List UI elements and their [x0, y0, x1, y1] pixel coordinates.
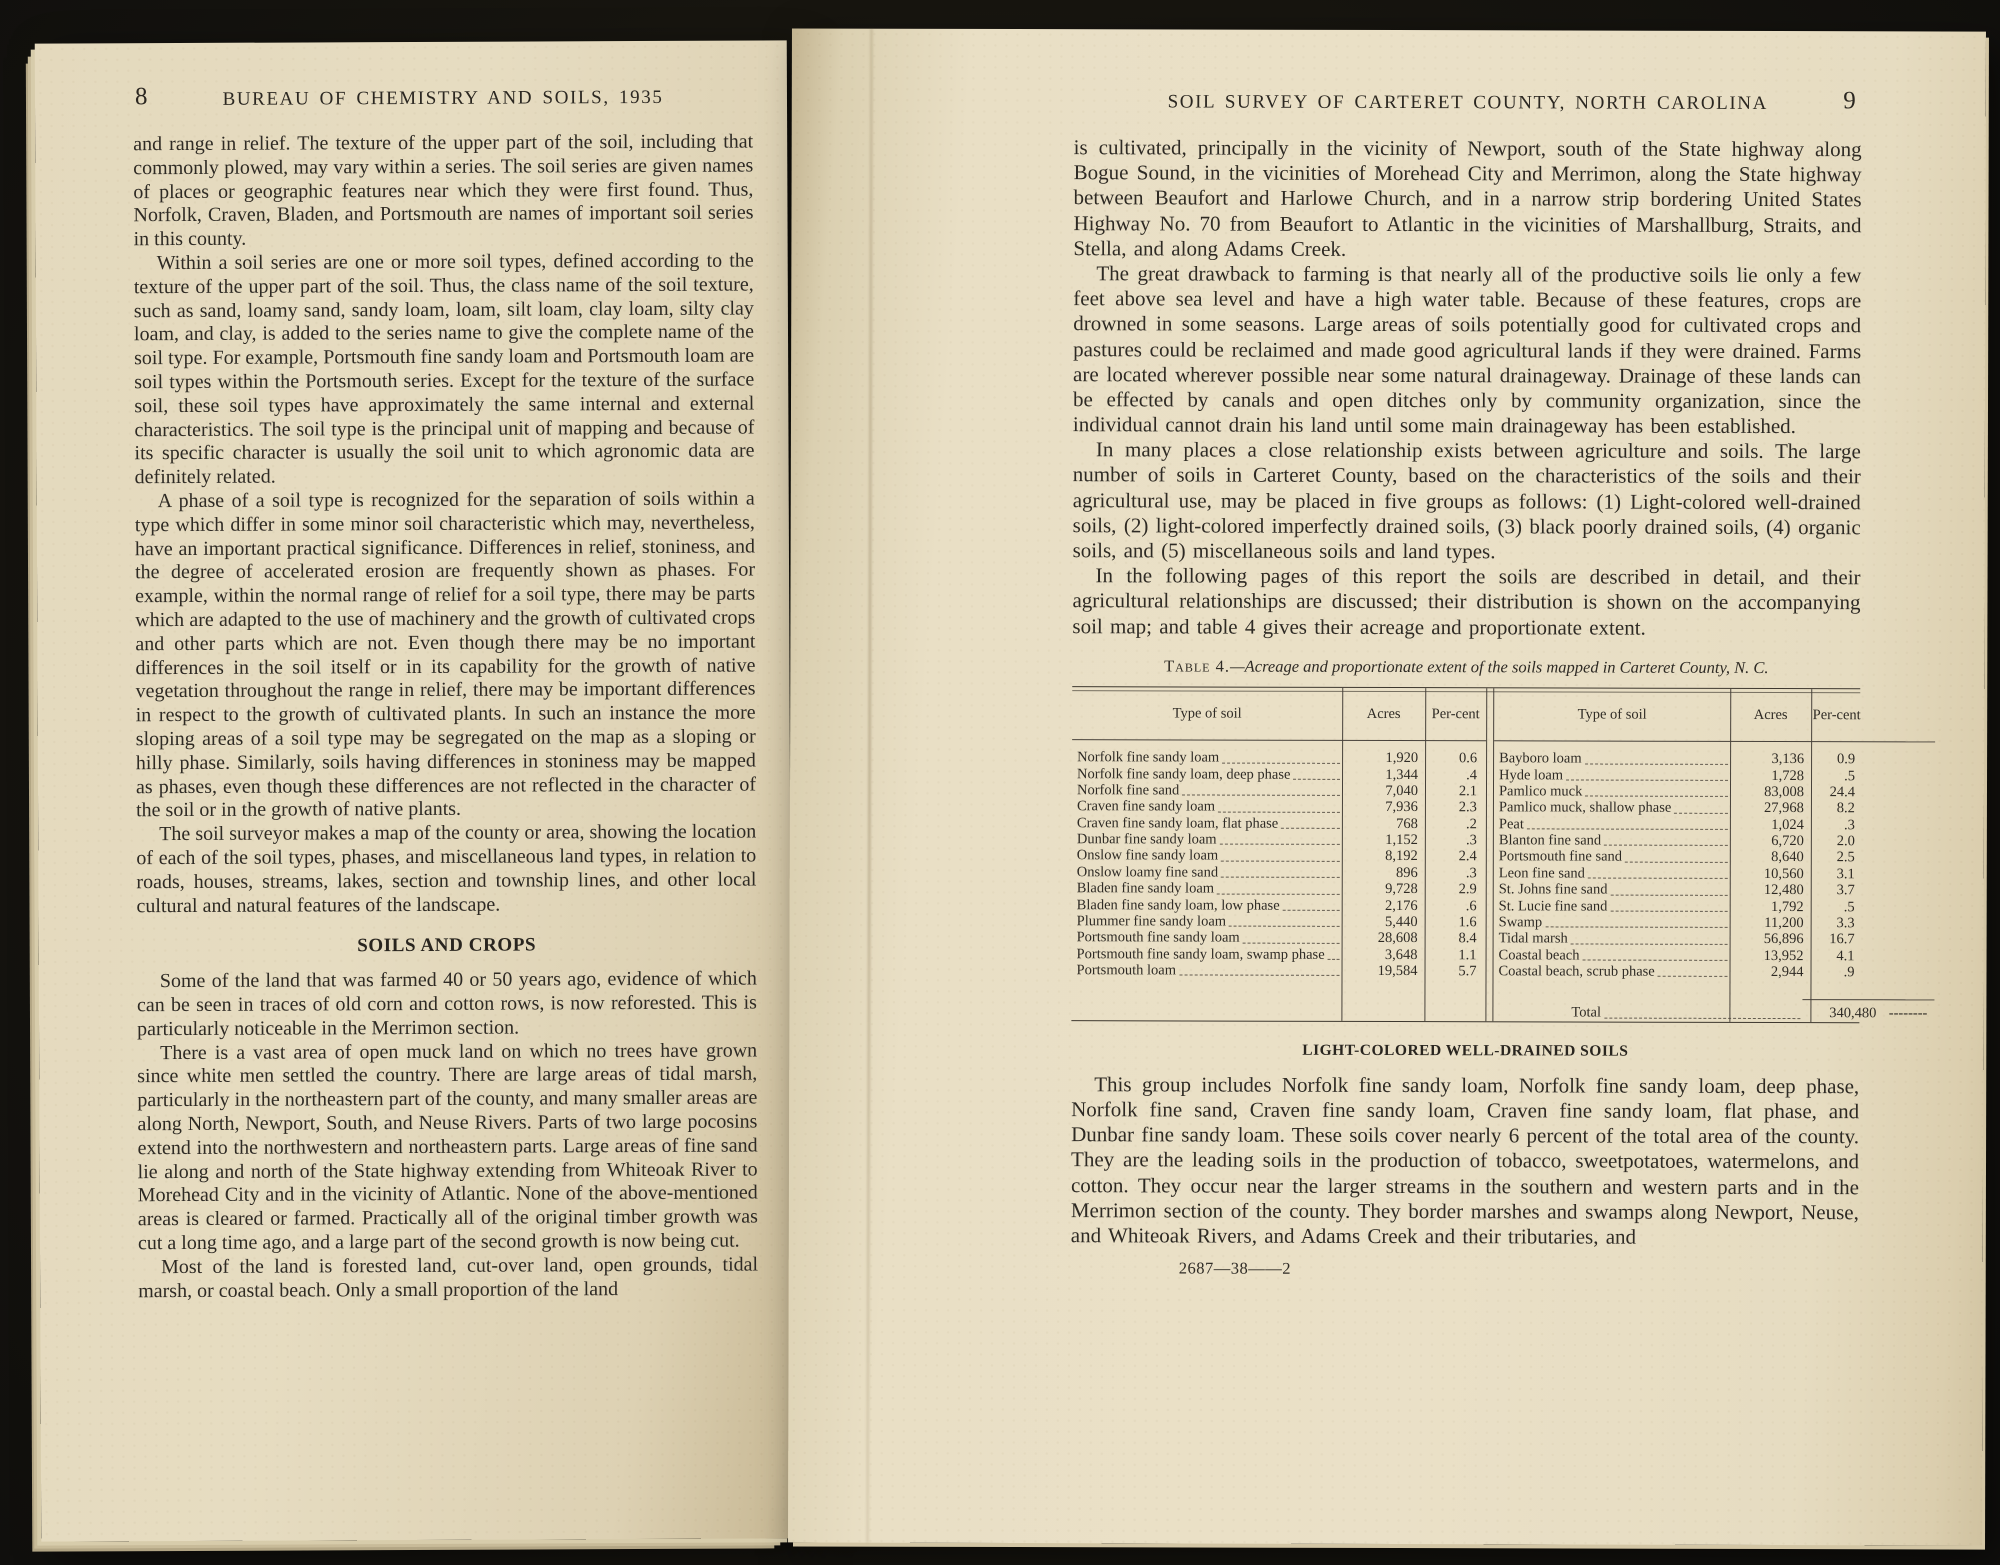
body-paragraph: A phase of a soil type is recognized for the separation of soils within a type which differ in some minor soil characteristic which may, nevertheless, have an important practical significance. Differences in relief, stoniness, and the degree of accelerated erosion are frequently shown as phases. For example, within the normal range of relief for a soil type, there may be parts which are adapted to the use of machinery and the growth of cultivated crops and other parts which are not. Even though there may be no important differences in the soil itself or in its capability for the growth of native vegetation throughout the range in relief, there may be important differences in respect to the growth of cultivated plants. In such an instance the more sloping areas of a soil type may be segregated on the map as a sloping or hilly phase. Similarly, soils having differences in stoniness may be mapped as phases, even though these differences are not reflected in the character of the soil or in the growth of native plants. — [134, 487, 757, 822]
dotted-leader — [1610, 911, 1727, 912]
table-right-rows — [1493, 741, 1935, 987]
table-row — [1494, 931, 1935, 949]
table-row — [1494, 947, 1935, 965]
soil-type-cell: Bladen fine sandy loam — [1072, 880, 1342, 897]
percent-cell: .4 — [1466, 766, 1478, 783]
acres-cell: 1,728 — [1771, 767, 1805, 784]
percent-cell: 1.6 — [1458, 914, 1477, 931]
dotted-leader — [1604, 845, 1728, 846]
table-row — [1072, 946, 1486, 963]
acres-cell: 9,728 — [1385, 881, 1418, 898]
table-caption-text: —Acreage and proportionate extent of the soils mapped in Carteret County, N. C. — [1229, 656, 1769, 677]
soil-type-cell: Norfolk fine sandy loam — [1072, 749, 1342, 766]
soil-type-cell: Portsmouth fine sandy loam — [1072, 929, 1342, 946]
dotted-leader — [1221, 877, 1340, 878]
dotted-leader — [1658, 976, 1728, 977]
percent-cell: 5.7 — [1458, 963, 1477, 980]
acres-cell: 1,152 — [1385, 832, 1418, 849]
table-row — [1072, 831, 1486, 848]
dotted-leader — [1293, 779, 1340, 780]
soil-type-cell: Bladen fine sandy loam, low phase — [1072, 897, 1342, 914]
soil-type-cell: Plummer fine sandy loam — [1072, 913, 1342, 930]
dotted-leader — [1283, 910, 1340, 911]
left-page-body — [133, 131, 758, 1304]
dotted-leader — [1182, 795, 1340, 796]
table-row — [1494, 865, 1935, 883]
percent-cell: 2.4 — [1458, 848, 1477, 865]
percent-cell: .5 — [1843, 898, 1855, 915]
acres-cell: 896 — [1396, 864, 1418, 881]
column-header-acres: Acres — [1366, 705, 1401, 723]
percent-cell: 3.1 — [1836, 865, 1855, 883]
acres-cell: 1,024 — [1771, 816, 1804, 833]
acres-cell: 3,648 — [1384, 946, 1418, 963]
soil-type-cell: Norfolk fine sandy loam, deep phase — [1072, 766, 1342, 783]
soil-type-cell: Swamp — [1494, 914, 1730, 931]
soil-type-cell: Portsmouth loam — [1071, 962, 1341, 979]
percent-cell: .3 — [1465, 865, 1477, 882]
table-row — [1494, 898, 1935, 916]
dotted-leader — [1527, 828, 1728, 830]
right-page-body — [1072, 135, 1861, 641]
soil-type-cell: Peat — [1494, 816, 1730, 833]
body-paragraph: The soil surveyor makes a map of the county or area, showing the location of each of the soil types, phases, and miscellaneous land types, in relation to roads, houses, streams, lakes, section and township lines, and other local cultural and natural features of the landscape. — [136, 820, 757, 917]
body-paragraph: In the following pages of this report the soils are described in detail, and their agricultural relationships are discussed; their distribution is shown on the accompanying soil map; and table 4 gives their acreage and proportionate extent. — [1072, 563, 1861, 640]
table-row — [1072, 766, 1486, 783]
percent-cell: 16.7 — [1829, 931, 1855, 948]
body-paragraph: Within a soil series are one or more soil types, defined according to the texture of the upper part of the soil. Thus, the class name of the soil texture, such as sand, loamy sand, sandy loam, loam, silt loam, clay loam, silty clay loam, and clay, is added to the series name to give the complete name of the soil type. For example, Portsmouth fine sandy loam and Portsmouth loam are soil types within the Portsmouth series. Except for the texture of the surface soil, these soil types have approximately the same internal and external characteristics. The soil type is the principal unit of mapping and because of its specific character is usually the soil unit to which agronomic data are definitely related. — [133, 249, 755, 489]
percent-cell: .2 — [1466, 815, 1477, 832]
acres-cell: 11,200 — [1764, 914, 1804, 932]
percent-cell: 2.9 — [1458, 881, 1477, 898]
total-percent-cell: -------- — [1883, 1000, 1934, 1023]
body-paragraph: In many places a close relationship exists between agriculture and soils. The large number of soils in Carteret County, based on the characteristics of the soils and their agricultural use, may be placed in five groups as follows: (1) Light-colored well-drained soils, (2) light-colored imperfectly drained soils, (3) black poorly drained soils, (4) organic soils, and (5) miscellaneous soils and land types. — [1072, 437, 1861, 564]
table-total-row — [1493, 994, 1934, 1023]
percent-cell: 2.0 — [1836, 833, 1855, 850]
column-header-acres: Acres — [1753, 706, 1788, 724]
percent-cell: .3 — [1465, 832, 1477, 849]
page-number-right: 9 — [1843, 87, 1856, 115]
running-title-left: BUREAU OF CHEMISTRY AND SOILS, 1935 — [222, 86, 664, 110]
table-row — [1494, 914, 1935, 932]
dotted-leader — [1220, 844, 1340, 845]
running-title-right: SOIL SURVEY OF CARTERET COUNTY, NORTH CAROLINA — [1167, 91, 1768, 114]
dotted-leader — [1328, 959, 1340, 960]
table-left-half — [1071, 687, 1486, 1021]
soil-type-cell: Craven fine sandy loam — [1072, 798, 1342, 815]
table-row — [1072, 929, 1486, 946]
dotted-leader — [1221, 860, 1340, 861]
percent-cell: 1.1 — [1458, 946, 1477, 963]
body-paragraph: is cultivated, principally in the vicinity of Newport, south of the State highway along Bogue Sound, in the vicinities of Morehead City and Merrimon, along the State highway between Beaufort and Harlowe Church, and in a narrow strip bordering United States Highway No. 70 from Beaufort to Atlantic in the vicinities of Marshallburg, Straits, and Stella, and along Adams Creek. — [1073, 135, 1862, 261]
dotted-leader — [1588, 878, 1728, 879]
acres-cell: 56,896 — [1763, 931, 1804, 948]
dotted-leader — [1625, 861, 1728, 862]
soil-type-cell: Coastal beach, scrub phase — [1493, 963, 1729, 980]
table-row — [1494, 832, 1935, 850]
percent-cell: 2.5 — [1836, 849, 1855, 866]
acres-cell: 27,968 — [1764, 800, 1804, 817]
acres-cell: 8,640 — [1771, 849, 1804, 866]
table-right-half — [1493, 688, 1935, 1022]
column-header-percent: Per-cent — [1431, 706, 1480, 723]
table-row — [1072, 897, 1486, 914]
dotted-leader — [1545, 927, 1728, 928]
soil-type-cell: Dunbar fine sandy loam — [1072, 831, 1342, 848]
percent-cell: 0.6 — [1458, 750, 1478, 767]
soil-type-cell: Tidal marsh — [1494, 931, 1730, 948]
table-row — [1072, 782, 1486, 799]
acres-cell: 2,944 — [1770, 964, 1804, 981]
table-row — [1072, 913, 1486, 930]
dotted-leader — [1179, 975, 1340, 976]
table-caption — [1136, 655, 1796, 678]
soil-type-cell: Leon fine sand — [1494, 865, 1730, 882]
acres-cell: 28,608 — [1377, 930, 1418, 947]
dotted-leader — [1218, 811, 1340, 812]
dotted-leader — [1281, 828, 1340, 829]
soil-type-cell: St. Lucie fine sand — [1494, 898, 1730, 915]
dotted-leader — [1229, 926, 1340, 927]
table-row — [1494, 767, 1935, 785]
running-head-right — [1074, 87, 1862, 115]
dotted-leader — [1571, 943, 1728, 944]
percent-cell: .9 — [1843, 964, 1855, 981]
percent-cell: 8.4 — [1458, 930, 1477, 947]
acres-cell: 5,440 — [1385, 913, 1418, 931]
page-number-left: 8 — [134, 83, 148, 111]
percent-cell: .3 — [1844, 816, 1855, 833]
soil-type-cell: Blanton fine sand — [1494, 832, 1730, 849]
table-row — [1494, 800, 1935, 818]
percent-cell: 3.3 — [1836, 915, 1855, 932]
dotted-leader — [1604, 1017, 1800, 1019]
total-acres-cell: 340,480 — [1802, 1000, 1883, 1023]
page-gutter-crease — [866, 29, 873, 1543]
section-heading-soils-and-crops: SOILS AND CROPS — [357, 934, 537, 957]
column-header-percent: Per-cent — [1812, 707, 1861, 724]
soil-type-cell: Portsmouth fine sand — [1494, 849, 1730, 866]
dotted-leader — [1566, 779, 1728, 780]
percent-cell: 2.1 — [1458, 783, 1478, 800]
body-paragraph: Most of the land is forested land, cut-over land, open grounds, tidal marsh, or coastal beach. Only a small proportion of the land — [138, 1253, 759, 1302]
acres-cell: 7,936 — [1385, 799, 1418, 816]
percent-cell: .6 — [1465, 897, 1477, 914]
table-row — [1072, 848, 1486, 865]
dotted-leader — [1610, 894, 1727, 895]
running-head-left — [133, 83, 753, 112]
dotted-leader — [1585, 763, 1728, 764]
acres-cell: 768 — [1396, 815, 1418, 832]
acres-cell: 1,344 — [1385, 766, 1419, 783]
table-row — [1072, 749, 1486, 766]
soil-type-cell: Norfolk fine sand — [1072, 782, 1342, 799]
soil-type-cell: Coastal beach — [1494, 947, 1730, 964]
table-row — [1072, 864, 1486, 881]
acres-cell: 8,192 — [1385, 848, 1418, 865]
soil-type-cell: Portsmouth fine sandy loam, swamp phase — [1072, 946, 1342, 963]
table-row — [1072, 880, 1486, 897]
acres-cell: 12,480 — [1763, 882, 1804, 899]
soil-type-cell: Pamlico muck — [1494, 783, 1730, 800]
body-paragraph: There is a vast area of open muck land on which no trees have grown since white men settled the country. There are large areas of tidal marsh, particularly in the northeastern part of the county, and many smaller areas are along North, Newport, South, and Neuse Rivers. Parts of two large pocosins extend into the northwestern and northeastern parts. Large areas of fine sand lie along and north of the State highway extending from Whiteoak River to Morehead City and in the vicinity of Atlantic. None of the above-mentioned areas is cleared or farmed. Practically all of the original timber growth was cut a long time ago, and a large part of the second growth is now being cut. — [137, 1039, 758, 1255]
acres-cell: 7,040 — [1385, 782, 1419, 800]
body-paragraph: Some of the land that was farmed 40 or 50 years ago, evidence of which can be seen in traces of old corn and cotton rows, is now reforested. This is particularly noticeable in the Merrimon section. — [136, 967, 757, 1041]
soil-type-cell: St. Johns fine sand — [1494, 881, 1730, 898]
table-row — [1494, 849, 1935, 867]
acres-cell: 2,176 — [1385, 897, 1418, 914]
table-row — [1494, 816, 1935, 834]
table-row — [1493, 963, 1934, 981]
soil-type-cell: Bayboro loam — [1494, 750, 1730, 767]
total-label-cell: Total — [1493, 999, 1802, 1022]
percent-cell: 8.2 — [1836, 800, 1855, 817]
section-heading-light-colored-soils: LIGHT-COLORED WELL-DRAINED SOILS — [1302, 1041, 1629, 1060]
column-header-type-of-soil: Type of soil — [1172, 705, 1242, 722]
body-paragraph: and range in relief. The texture of the upper part of the soil, including that commonly plowed, may vary within a series. The soil series are given names of places or geographic features near which they were first found. Thus, Norfolk, Craven, Bladen, and Portsmouth are names of important soil series in this county. — [133, 130, 754, 251]
acres-cell: 19,584 — [1377, 963, 1418, 980]
table-header-row — [1494, 688, 1935, 742]
percent-cell: 0.9 — [1836, 751, 1856, 768]
percent-cell: 3.7 — [1836, 882, 1855, 899]
percent-cell: 2.3 — [1458, 799, 1477, 816]
dotted-leader — [1243, 942, 1340, 943]
soil-type-cell: Pamlico muck, shallow phase — [1494, 800, 1730, 817]
dotted-leader — [1217, 893, 1340, 894]
column-header-type-of-soil: Type of soil — [1577, 706, 1647, 723]
acres-cell: 6,720 — [1771, 833, 1804, 850]
acres-cell: 83,008 — [1764, 783, 1805, 801]
printer-signature-mark: 2687—38——2 — [1178, 1258, 1292, 1278]
left-page — [35, 40, 794, 1541]
soil-acreage-table — [1071, 686, 1928, 1023]
table-row — [1494, 750, 1935, 768]
table-caption-label: Table 4. — [1164, 656, 1231, 676]
acres-cell: 13,952 — [1763, 947, 1804, 964]
body-paragraph: The great drawback to farming is that nearly all of the productive soils lie only a few feet above sea level and have a high water table. Because of these features, crops are drowned in some seasons. Large areas of soils potentially good for cultivated crops and pastures could be reclaimed and made good agricultural lands if they were drained. Farms are located wherever possible near some natural drainageway. Drainage of these lands can be effected by canals and open ditches only by community organization, since the individual cannot drain his land until some main drainageway has been established. — [1072, 261, 1862, 439]
dotted-leader — [1582, 960, 1727, 961]
soil-type-cell: Onslow fine sandy loam — [1072, 848, 1342, 865]
acres-cell: 3,136 — [1771, 751, 1805, 768]
acres-cell: 10,560 — [1763, 865, 1804, 882]
percent-cell: 4.1 — [1836, 947, 1855, 964]
soil-type-cell: Craven fine sandy loam, flat phase — [1072, 815, 1342, 832]
percent-cell: .5 — [1844, 767, 1856, 784]
dotted-leader — [1674, 812, 1728, 813]
percent-cell: 24.4 — [1829, 784, 1856, 801]
dotted-leader — [1585, 796, 1728, 797]
right-page — [788, 28, 1986, 1545]
dotted-leader — [1222, 762, 1340, 763]
table-row — [1072, 798, 1486, 815]
table-row — [1072, 815, 1486, 832]
acres-cell: 1,792 — [1771, 898, 1804, 915]
acres-cell: 1,920 — [1385, 750, 1419, 767]
table-header-row — [1072, 687, 1486, 741]
table-row — [1494, 783, 1935, 801]
soil-type-cell: Hyde loam — [1494, 767, 1730, 784]
soil-type-cell: Onslow loamy fine sand — [1072, 864, 1342, 881]
table-row — [1071, 962, 1485, 979]
body-paragraph: This group includes Norfolk fine sandy loam, Norfolk fine sandy loam, deep phase, Norfolk fine sand, Craven fine sandy loam, Craven fine sandy loam, flat phase, and Dunbar fine sandy loam. These soils cover nearly 6 percent of the total area of the county. They are the leading soils in the production of tobacco, sweetpotatoes, watermelons, and cotton. They occur near the larger streams in the southern and western parts and in the Merrimon section of the county. They border marshes and swamps along Newport, Neuse, and Whiteoak Rivers, and Adams Creek and their tributaries, and — [1070, 1072, 1860, 1249]
table-row — [1494, 881, 1935, 899]
